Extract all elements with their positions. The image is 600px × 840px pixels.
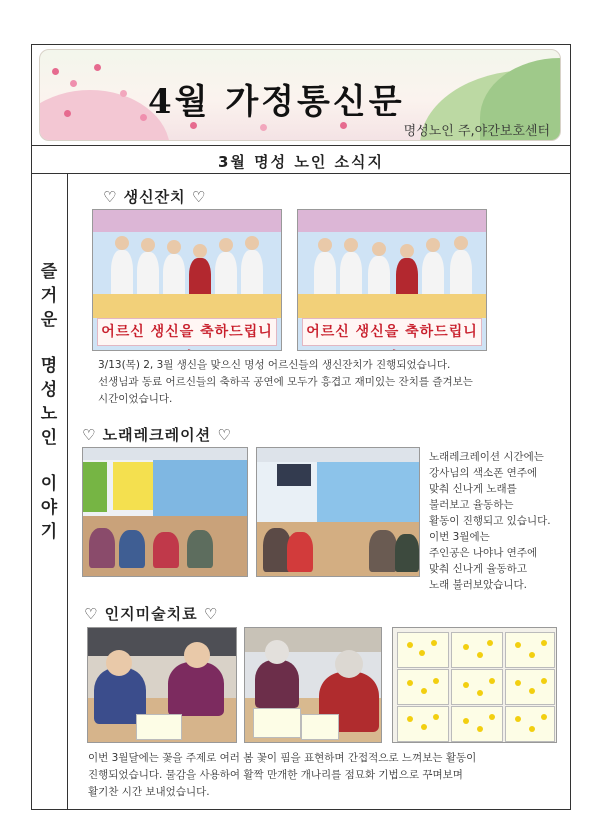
side-label-char: 운 — [40, 310, 58, 330]
art-photo-3 — [392, 627, 557, 743]
birthday-banner: 어르신 생신을 축하드립니 — [97, 318, 277, 346]
side-label-char: 노 — [40, 404, 58, 424]
side-label-char: 거 — [40, 286, 58, 306]
birthday-title: ♡ 생신잔치 ♡ — [103, 188, 207, 206]
birthday-photo-1 — [92, 209, 282, 351]
birthday-banner: 어르신 생신을 축하드립니 — [302, 318, 482, 346]
column-divider — [67, 174, 68, 810]
section-header-text: 3월 명성 노인 소식지 — [217, 153, 385, 171]
side-label-char: 명 — [40, 356, 58, 376]
art-therapy-description: 이번 3월달에는 꽃을 주제로 여러 봄 꽃이 핌을 표현하며 간접적으로 느껴보는 활동이 진행되었습니다. 물감을 사용하여 활짝 만개한 개나리를 점묘화 기법으로 꾸며보며 활기찬 시간 보내었습니다. — [88, 752, 477, 798]
newsletter-banner — [39, 49, 561, 141]
side-label-char: 인 — [40, 428, 58, 448]
art-photo-2 — [244, 627, 382, 743]
birthday-description: 3/13(목) 2, 3월 생신을 맞으신 명성 어르신들의 생신잔치가 진행되었습니다. 선생님과 동료 어르신들의 축하곡 공연에 모두가 흥겹고 재미있는 잔치를 즐겨보는 시간이었습니다. — [98, 359, 473, 405]
newsletter-title: 4월 가정통신문 — [148, 82, 405, 122]
side-label-char: 즐 — [40, 262, 58, 282]
birthday-photo-2 — [297, 209, 487, 351]
recreation-photo-2 — [256, 447, 420, 577]
side-label — [34, 260, 64, 544]
center-name: 명성노인 주,야간보호센터 — [403, 124, 550, 139]
art-therapy-title: ♡ 인지미술치료 ♡ — [84, 605, 219, 623]
side-label-char: 기 — [40, 522, 58, 542]
section-header — [31, 145, 571, 174]
side-label-char: 야 — [40, 498, 58, 518]
art-photo-1 — [87, 627, 237, 743]
side-label-char: 성 — [40, 380, 58, 400]
side-label-char: 이 — [40, 474, 58, 494]
recreation-photo-1 — [82, 447, 248, 577]
recreation-title: ♡ 노래레크레이션 ♡ — [82, 426, 232, 444]
recreation-description: 노래레크레이션 시간에는 강사님의 색소폰 연주에 맞춰 신나게 노래를 불러보고 율동하는 활동이 진행되고 있습니다. 이번 3월에는 주인공은 나야나 연주에 맞춰 신나게 율동하고 노래 불러보았습니다. — [429, 451, 551, 591]
